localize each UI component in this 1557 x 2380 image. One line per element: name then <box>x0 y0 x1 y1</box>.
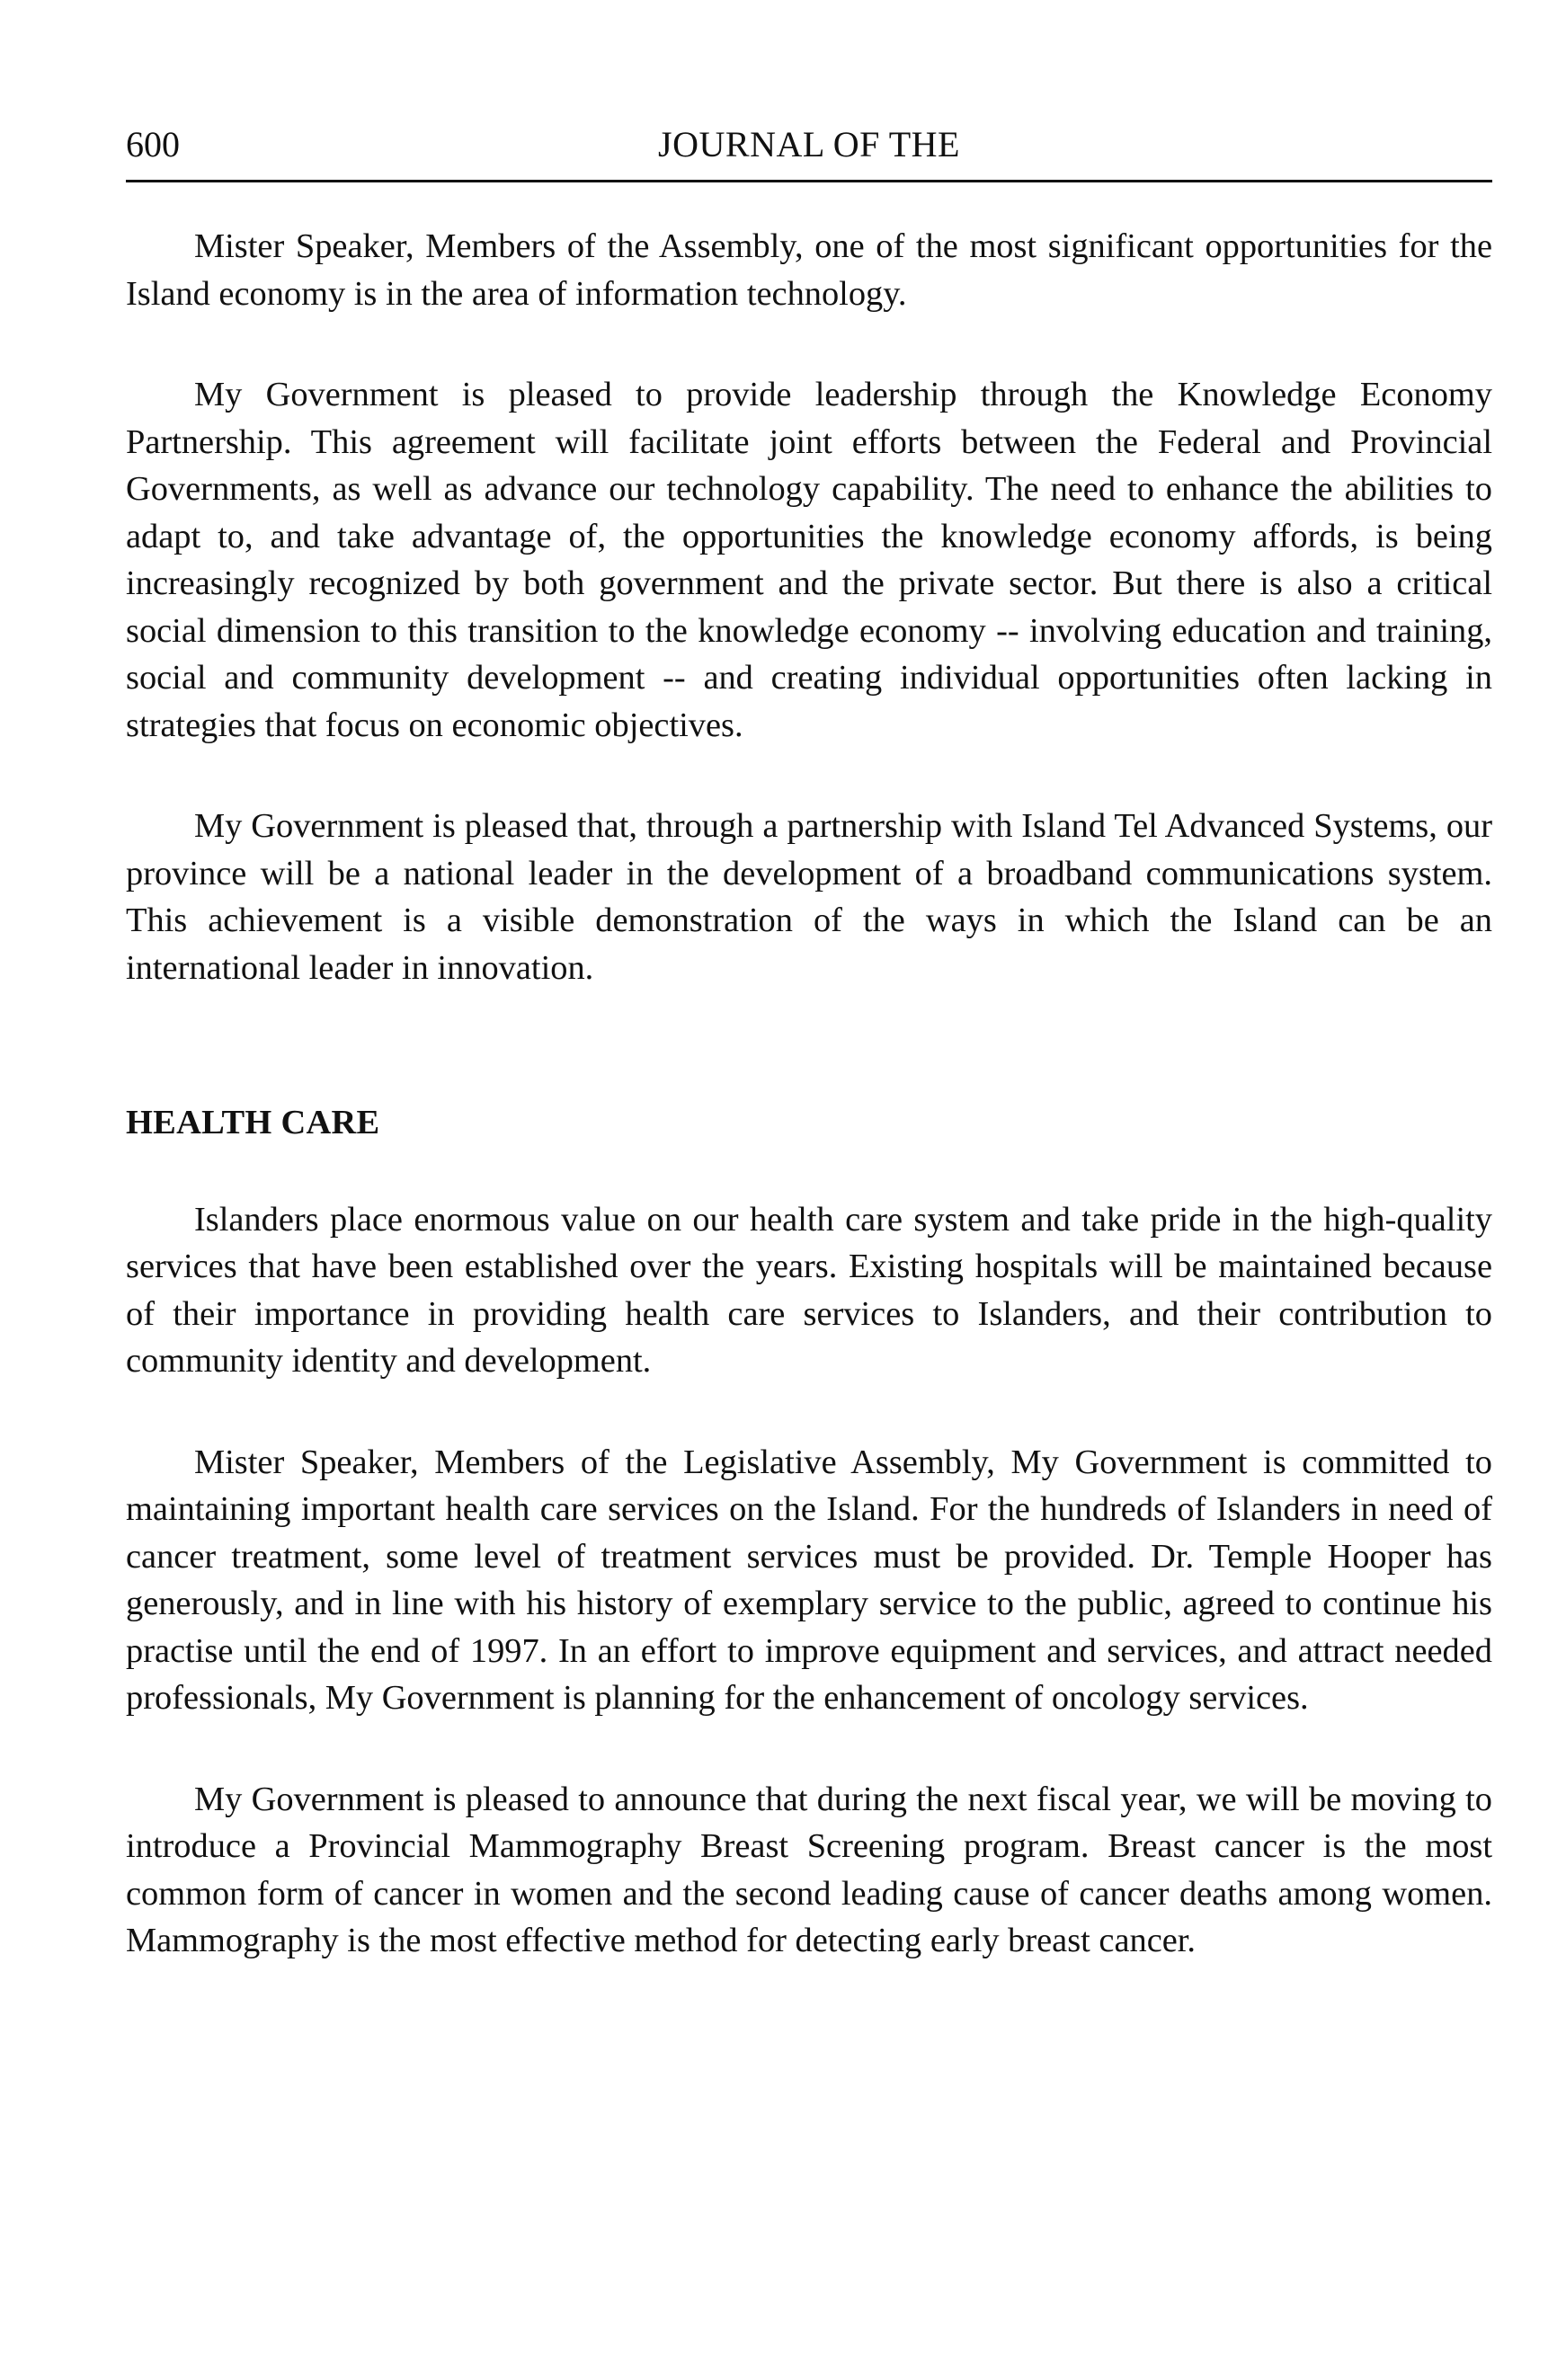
paragraph-information-technology: Mister Speaker, Members of the Assembly, one of the most significant opportunities for the Island economy is in the area of information technology. <box>126 227 1492 313</box>
paragraph-cancer-treatment: Mister Speaker, Members of the Legislative Assembly, My Government is committed to maintaining important health care services on the Island. For the hundreds of Islanders in need of cancer treatment, some level of treatment services must be provided. Dr. Temple Hooper has generously, and in line with his history of exemplary service to the public, agreed to continue his practise until the end of 1997. In an effort to improve equipment and services, and attract needed professionals, My Government is planning for the enhancement of oncology services. <box>126 1443 1492 1717</box>
header-rule <box>126 180 1492 182</box>
paragraph-mammography: My Government is pleased to announce that during the next fiscal year, we will be moving to introduce a Provincial Mammography Breast Screening program. Breast cancer is the most common form of cancer in women and the second leading cause of cancer deaths among women. Mammography is the most effective method for detecting early breast cancer. <box>126 1780 1492 1959</box>
running-head: JOURNAL OF THE <box>658 124 960 164</box>
journal-page <box>126 0 1492 2380</box>
paragraph-health-value: Islanders place enormous value on our health care system and take pride in the high-quality services that have been established over the years. Existing hospitals will be maintained because of their importance in providing health care services to Islanders, and their contribution to community identity and development. <box>126 1200 1492 1380</box>
page-number: 600 <box>126 124 180 164</box>
paragraph-knowledge-economy: My Government is pleased to provide leadership through the Knowledge Economy Partnership. This agreement will facilitate joint efforts between the Federal and Provincial Governments, as well as advance our technology capability. The need to enhance the abilities to adapt to, and take advantage of, the opportunities the knowledge economy affords, is being increasingly recognized by both government and the private sector. But there is also a critical social dimension to this transition to the knowledge economy -- involving education and training, social and community development -- and creating individual opportunities often lacking in strategies that focus on economic objectives. <box>126 376 1492 744</box>
paragraph-broadband: My Government is pleased that, through a partnership with Island Tel Advanced Systems, our province will be a national leader in the development of a broadband communications system. This achievement is a visible demonstration of the ways in which the Island can be an international leader in innovation. <box>126 807 1492 987</box>
page-body <box>126 223 1492 1965</box>
page-header <box>126 122 1492 178</box>
section-heading-health-care: HEALTH CARE <box>126 1104 380 1141</box>
